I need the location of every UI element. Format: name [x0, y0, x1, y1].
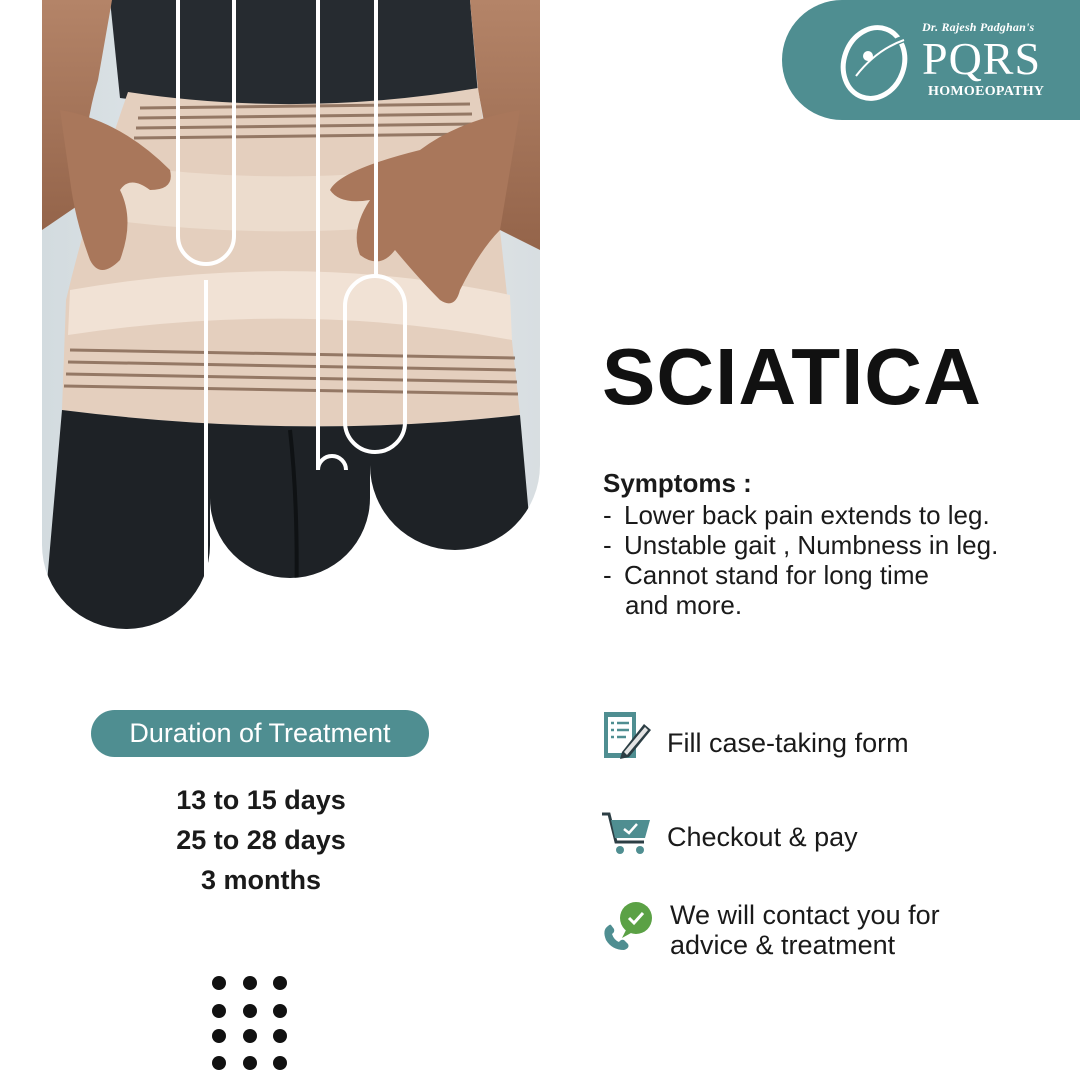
symptom-item: - Lower back pain extends to leg.	[603, 500, 1073, 530]
duration-option: 3 months	[200, 865, 321, 895]
dot	[273, 1056, 287, 1070]
brand-name: PQRS	[922, 33, 1042, 84]
dot	[212, 1004, 226, 1018]
step-contact[interactable]	[600, 900, 1070, 970]
dot	[212, 1056, 226, 1070]
dot	[243, 1056, 257, 1070]
symptom-item-continued: and more.	[625, 590, 743, 620]
symptoms-section	[603, 466, 1073, 620]
phone-whatsapp-icon	[600, 900, 656, 952]
duration-options-list	[91, 780, 431, 900]
photo-collage-graphic	[0, 0, 560, 640]
dot	[243, 1004, 257, 1018]
dot	[243, 1029, 257, 1043]
dot-grid-icon	[212, 976, 292, 1076]
symptom-list	[603, 500, 1073, 620]
dot	[273, 1004, 287, 1018]
brand-emblem-icon	[836, 18, 916, 104]
brand-logo[interactable]	[782, 0, 1080, 120]
step-text: We will contact you for advice & treatment	[670, 900, 940, 960]
symptom-item: - Unstable gait , Numbness in leg.	[603, 530, 1073, 560]
duration-option: 25 to 28 days	[176, 825, 346, 855]
dot	[243, 976, 257, 990]
dot	[273, 976, 287, 990]
step-text: Fill case-taking form	[667, 728, 909, 758]
symptom-item: - Cannot stand for long time	[603, 560, 1073, 590]
duration-of-treatment-badge: Duration of Treatment	[91, 710, 429, 757]
duration-option: 13 to 15 days	[176, 785, 346, 815]
dot	[212, 976, 226, 990]
dot	[273, 1029, 287, 1043]
back-support-photo	[0, 0, 560, 640]
shopping-cart-icon	[600, 810, 654, 858]
step-checkout[interactable]	[600, 810, 1070, 860]
dot	[212, 1029, 226, 1043]
step-text: Checkout & pay	[667, 822, 858, 852]
brand-author: Dr. Rajesh Padghan's	[922, 20, 1035, 34]
page-title: SCIATICA	[602, 332, 982, 421]
form-edit-icon	[600, 710, 656, 762]
symptoms-heading: Symptoms :	[603, 468, 752, 498]
step-fill-form[interactable]	[600, 710, 1070, 770]
brand-subtitle: HOMOEOPATHY	[928, 84, 1045, 99]
